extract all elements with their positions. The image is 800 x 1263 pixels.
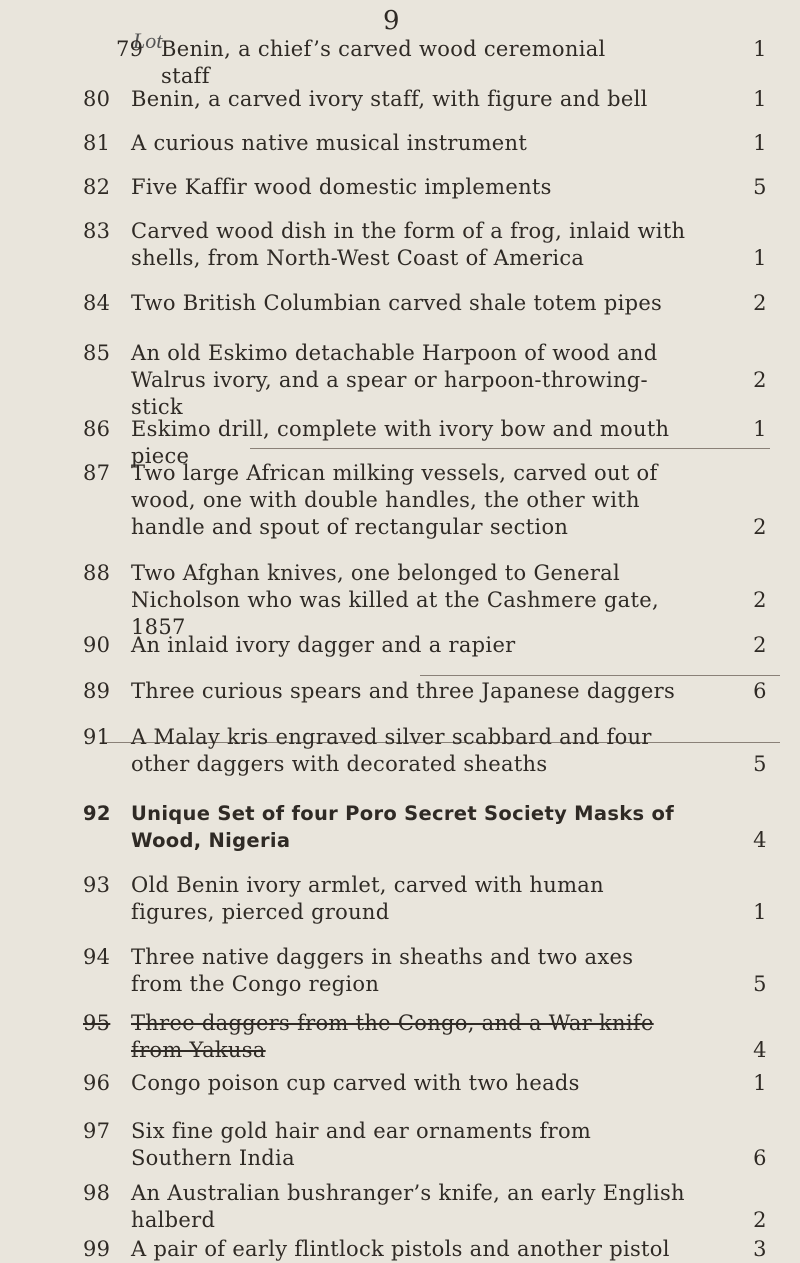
lot-description: Three curious spears and three Japanese daggers	[131, 679, 676, 703]
lot-number: 79	[116, 37, 144, 61]
lot-number: 88	[83, 561, 111, 585]
lot-description: Three daggers from the Congo, and a War knife from Yakusa	[131, 1011, 654, 1062]
lot-quantity: 1	[753, 900, 767, 924]
lot-quantity: 5	[753, 175, 767, 199]
lot-quantity: 2	[753, 588, 767, 612]
lot-description: A curious native musical instrument	[131, 131, 528, 155]
lot-number: 95	[83, 1011, 111, 1035]
lot-quantity: 6	[753, 1146, 767, 1170]
lot-quantity: 5	[753, 972, 767, 996]
lot-quantity: 4	[753, 828, 767, 852]
lot-number: 83	[83, 219, 111, 243]
lot-description: Two large African milking vessels, carved out of wood, one with double handles, the other with handle and spout of rectangular section	[131, 461, 658, 539]
lot-number: 98	[83, 1181, 111, 1205]
lot-description: Three native daggers in sheaths and two axes from the Congo region	[131, 945, 634, 996]
lot-description: Benin, a chief’s carved wood ceremonial staff	[161, 37, 606, 88]
lot-number: 85	[83, 341, 111, 365]
lot-number: 81	[83, 131, 111, 155]
page-number: 9	[383, 6, 400, 36]
lot-number: 89	[83, 679, 111, 703]
lot-quantity: 1	[753, 87, 767, 111]
lot-number: 82	[83, 175, 111, 199]
lot-number: 92	[83, 802, 111, 825]
lot-quantity: 3	[753, 1237, 767, 1261]
lot-quantity: 2	[753, 1208, 767, 1232]
lot-number: 84	[83, 291, 111, 315]
lot-number: 96	[83, 1071, 111, 1095]
lot-description: A pair of early flintlock pistols and another pistol	[131, 1237, 670, 1261]
lot-quantity: 1	[753, 417, 767, 441]
lot-description: Eskimo drill, complete with ivory bow and mouth piece	[131, 417, 670, 468]
lot-description: Two British Columbian carved shale totem pipes	[131, 291, 663, 315]
lot-description: An Australian bushranger’s knife, an early English halberd	[131, 1181, 685, 1232]
lot-description: An inlaid ivory dagger and a rapier	[131, 633, 516, 657]
lot-quantity: 5	[753, 752, 767, 776]
lot-quantity: 1	[753, 131, 767, 155]
lot-description: Congo poison cup carved with two heads	[131, 1071, 580, 1095]
lot-description: A Malay kris engraved silver scabbard and four other daggers with decorated sheaths	[131, 725, 652, 776]
lot-number: 91	[83, 725, 111, 749]
lot-description: Five Kaffir wood domestic implements	[131, 175, 552, 199]
lot-description: An old Eskimo detachable Harpoon of wood and Walrus ivory, and a spear or harpoon-throwing-stick	[131, 341, 658, 419]
lot-quantity: 2	[753, 368, 767, 392]
lot-description: Six fine gold hair and ear ornaments from Southern India	[131, 1119, 592, 1170]
lot-quantity: 4	[753, 1038, 767, 1062]
lot-quantity: 2	[753, 291, 767, 315]
lot-number: 93	[83, 873, 111, 897]
lot-quantity: 1	[753, 37, 767, 61]
lot-quantity: 6	[753, 679, 767, 703]
lot-description: Two Afghan knives, one belonged to General Nicholson who was killed at the Cashmere gate, 1857	[131, 561, 659, 639]
lot-number: 90	[83, 633, 111, 657]
lot-number: 99	[83, 1237, 111, 1261]
lot-quantity: 1	[753, 246, 767, 270]
lot-quantity: 2	[753, 633, 767, 657]
lot-number: 94	[83, 945, 111, 969]
lot-quantity: 1	[753, 1071, 767, 1095]
pencil-underline	[420, 675, 780, 676]
lot-description: Unique Set of four Poro Secret Society Masks of Wood, Nigeria	[131, 802, 674, 852]
lot-description: Benin, a carved ivory staff, with figure and bell	[131, 87, 648, 111]
lot-column-header: Lot	[133, 28, 163, 53]
lot-description: Carved wood dish in the form of a frog, inlaid with shells, from North-West Coast of America	[131, 219, 686, 270]
lot-number: 80	[83, 87, 111, 111]
lot-description: Old Benin ivory armlet, carved with human figures, pierced ground	[131, 873, 604, 924]
lot-number: 87	[83, 461, 111, 485]
lot-number: 86	[83, 417, 111, 441]
lot-quantity: 2	[753, 515, 767, 539]
lot-number: 97	[83, 1119, 111, 1143]
